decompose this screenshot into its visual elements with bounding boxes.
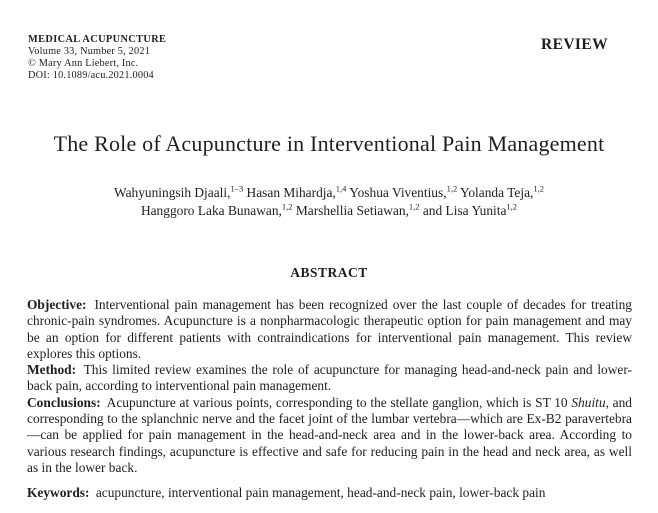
author-name: Wahyuningsih Djaali, xyxy=(114,185,231,200)
conclusions-text: , and corresponding to the splanchnic nerve and the facet joint of the lumbar vertebra—which are Ex-B2 paravertebra—can be applied for pain management in the head-and-neck area and in the lower-back area. According to various research findings, acupuncture is effective and safe for reducing pain in the head and neck area, as well as in the lower back. xyxy=(27,394,633,475)
author-affiliation-superscript: 1,2 xyxy=(533,183,544,194)
journal-copyright-line: © Mary Ann Liebert, Inc. xyxy=(28,58,139,69)
conclusions-text: Acupuncture at various points, corresponding to the stellate ganglion, which is ST 10 xyxy=(103,394,572,410)
abstract-body xyxy=(27,297,632,476)
authors-line-2 xyxy=(0,202,658,220)
objective-label: Objective: xyxy=(27,297,87,312)
acupoint-name-italic: Shuitu xyxy=(571,394,606,410)
abstract-heading: ABSTRACT xyxy=(290,265,368,280)
author-name: and Lisa Yunita xyxy=(419,202,507,218)
author-name: Yoshua Viventius, xyxy=(346,185,447,200)
abstract-conclusions-paragraph xyxy=(27,395,632,476)
masthead xyxy=(0,0,658,82)
keywords-text: acupuncture, interventional pain management, head-and-neck pain, lower-back pain xyxy=(92,485,546,501)
author-affiliation-superscript: 1,4 xyxy=(335,183,347,194)
article-title: The Role of Acupuncture in Interventional Pain Management xyxy=(53,131,605,156)
author-affiliation-superscript: 1,2 xyxy=(506,201,518,212)
author-name: Yolanda Teja, xyxy=(457,185,534,200)
author-name: Marshellia Setiawan, xyxy=(292,202,409,218)
keywords-line xyxy=(27,485,632,501)
method-text: This limited review examines the role of acupuncture for managing head-and-neck pain and lower-back pain, according to interventional pain management. xyxy=(27,362,632,394)
keywords-label: Keywords: xyxy=(27,485,90,501)
journal-doi-line: DOI: 10.1089/acu.2021.0004 xyxy=(28,70,154,81)
author-affiliation-superscript: 1,2 xyxy=(281,201,293,212)
author-name: Hasan Mihardja, xyxy=(243,185,336,200)
author-affiliation-superscript: 1–3 xyxy=(230,183,244,194)
abstract-objective-paragraph xyxy=(27,297,632,362)
journal-name: MEDICAL ACUPUNCTURE xyxy=(28,34,167,45)
abstract-method-paragraph xyxy=(27,362,632,395)
article-type-label: REVIEW xyxy=(541,36,608,53)
author-name: Hanggoro Laka Bunawan, xyxy=(140,202,282,218)
method-label: Method: xyxy=(27,362,77,378)
journal-info-block xyxy=(28,34,166,82)
conclusions-label: Conclusions: xyxy=(27,394,101,410)
author-list xyxy=(0,184,658,219)
journal-volume-line: Volume 33, Number 5, 2021 xyxy=(28,46,151,57)
authors-line-1 xyxy=(0,184,658,202)
author-affiliation-superscript: 1,2 xyxy=(408,201,420,212)
objective-text: Interventional pain management has been recognized over the last couple of decades for treating chronic-pain syndromes. Acupuncture is a nonpharmacologic therapeutic option for pain management and may be an option for different patients with contraindications for interventional pain management. This review explores this options. xyxy=(27,297,632,361)
author-affiliation-superscript: 1,2 xyxy=(446,183,458,194)
